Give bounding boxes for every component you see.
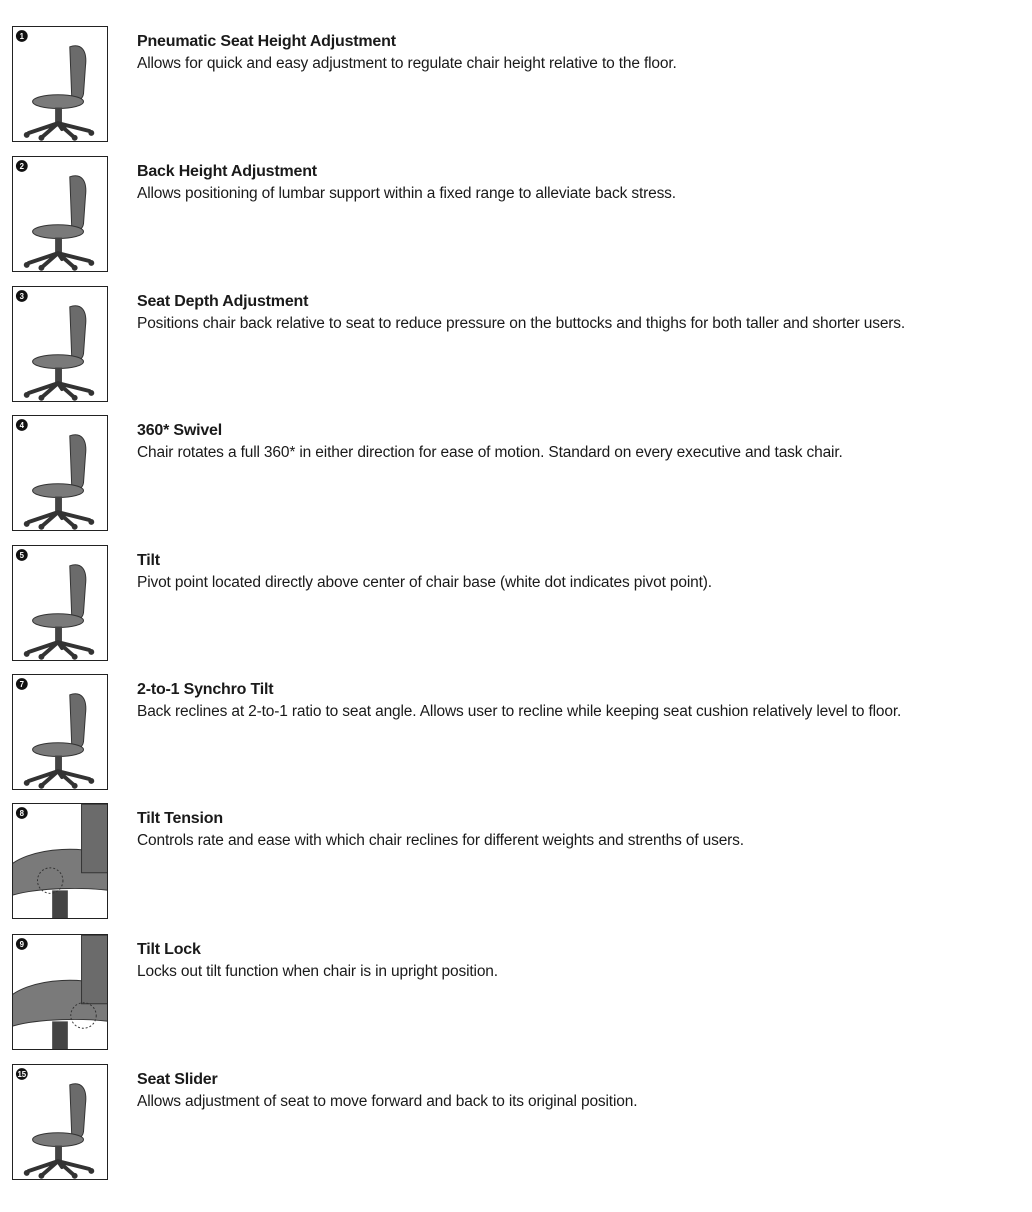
tilt-icon <box>12 545 108 661</box>
feature-item <box>0 674 1032 794</box>
svg-text:4: 4 <box>19 420 24 430</box>
feature-description: Allows for quick and easy adjustment to regulate chair height relative to the floor. <box>137 55 677 72</box>
feature-description: Locks out tilt function when chair is in upright position. <box>137 963 498 980</box>
feature-item <box>0 545 1032 665</box>
feature-title: Seat Slider <box>137 1071 218 1088</box>
feature-description: Allows adjustment of seat to move forward and back to its original position. <box>137 1093 638 1110</box>
svg-text:9: 9 <box>19 939 24 949</box>
feature-title: Seat Depth Adjustment <box>137 293 309 310</box>
feature-title: Tilt Tension <box>137 810 223 827</box>
feature-title: Tilt <box>137 552 160 569</box>
feature-text <box>137 1069 1024 1113</box>
swivel-icon <box>12 415 108 531</box>
feature-item <box>0 26 1032 146</box>
svg-text:3: 3 <box>19 291 24 301</box>
back-height-icon <box>12 156 108 272</box>
feature-text <box>137 808 1024 852</box>
feature-item <box>0 156 1032 276</box>
feature-text <box>137 420 1024 464</box>
feature-text <box>137 550 1024 594</box>
feature-title: Back Height Adjustment <box>137 163 317 180</box>
feature-text <box>137 161 1024 205</box>
svg-text:1: 1 <box>19 31 24 41</box>
tilt-lock-icon <box>12 934 108 1050</box>
feature-item <box>0 286 1032 406</box>
feature-text <box>137 291 1024 335</box>
feature-description: Controls rate and ease with which chair reclines for different weights and strenths of users. <box>137 832 744 849</box>
feature-text <box>137 31 1024 75</box>
feature-description: Chair rotates a full 360* in either direction for ease of motion. Standard on every executive and task chair. <box>137 444 843 461</box>
feature-description: Positions chair back relative to seat to reduce pressure on the buttocks and thighs for both taller and shorter users. <box>137 315 906 332</box>
seat-slider-icon <box>12 1064 108 1180</box>
svg-text:5: 5 <box>19 550 24 560</box>
svg-text:2: 2 <box>19 161 24 171</box>
synchro-tilt-icon <box>12 674 108 790</box>
pneumatic-height-icon <box>12 26 108 142</box>
feature-item <box>0 415 1032 535</box>
svg-text:15: 15 <box>17 1069 27 1079</box>
feature-title: 360* Swivel <box>137 422 222 439</box>
feature-title: 2-to-1 Synchro Tilt <box>137 681 274 698</box>
feature-text <box>137 939 1024 983</box>
feature-title: Pneumatic Seat Height Adjustment <box>137 33 396 50</box>
feature-item <box>0 803 1032 923</box>
feature-description: Pivot point located directly above center of chair base (white dot indicates pivot point). <box>137 574 712 591</box>
feature-item <box>0 934 1032 1054</box>
feature-item <box>0 1064 1032 1184</box>
tilt-tension-icon <box>12 803 108 919</box>
feature-title: Tilt Lock <box>137 941 201 958</box>
feature-text <box>137 679 1024 723</box>
svg-text:8: 8 <box>19 808 24 818</box>
seat-depth-icon <box>12 286 108 402</box>
feature-description: Back reclines at 2-to-1 ratio to seat angle. Allows user to recline while keeping seat cushion relatively level to floor. <box>137 703 902 720</box>
feature-description: Allows positioning of lumbar support within a fixed range to alleviate back stress. <box>137 185 676 202</box>
svg-text:7: 7 <box>19 679 24 689</box>
